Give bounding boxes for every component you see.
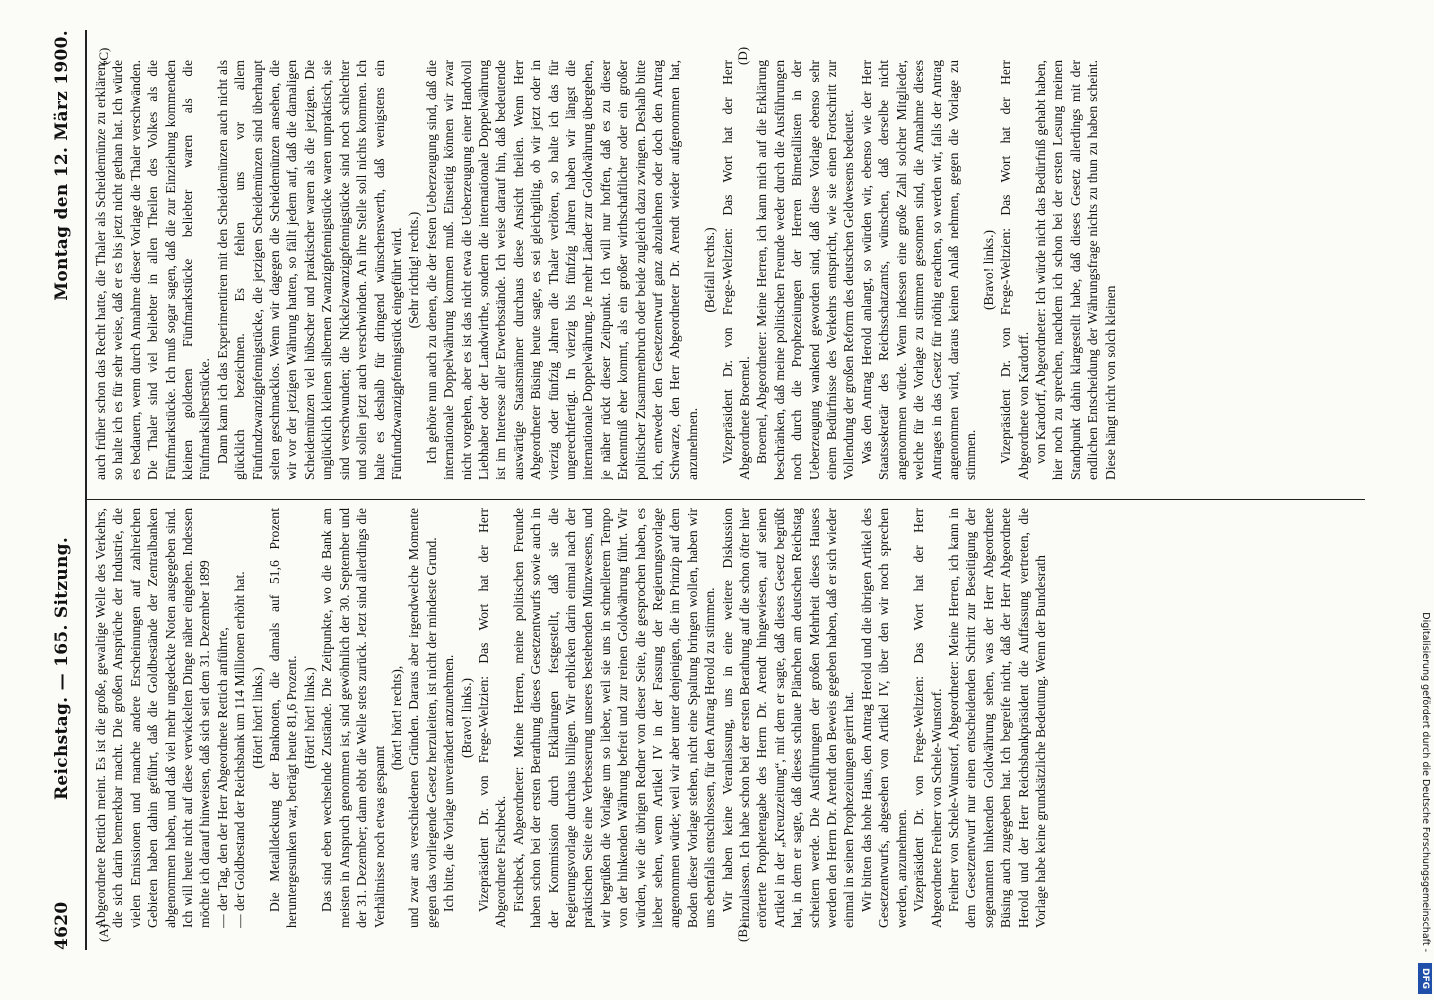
paragraph: Dann kann ich das Experimentiren mit den Scheidemünzen auch nicht als glücklich bezeichnen. Es fehlen uns vor allem Fünfundzwanzigpfennigstücke, die jetzigen Scheidemünzen sind überhaupt selten geschmacklos. Wenn wir dagegen die Scheidemünzen ansehen, die wir vor der jetzigen Währung hatten, so fällt jedem auf, daß die damaligen Scheidemünzen viel hübscher und praktischer waren als die jetzigen. Die unglücklich kleinen silbernen Zwanzigpfennigstücke waren unpraktisch, sie sind verschwunden; die Nickelzwanzigpfennigstücke sind noch schlechter und sollen jetzt auch verschwinden. An ihre Stelle soll nichts kommen. Ich halte es deshalb für dringend wünschenswerth, daß wenigstens ein Fünfundzwanzigpfennigstück eingeführt wird. <box>214 60 404 480</box>
digitization-note <box>1412 0 1434 1000</box>
list-item: — der Tag, den der Herr Abgeordnete Rettich anführte, <box>214 627 230 928</box>
interjection: (Hört! hört! links.) <box>301 667 317 769</box>
paragraph: Was den Antrag Herold anlangt, so würden wir, ebenso wie der Herr Staatssekretär des Reichsschatzamts, wünschen, daß derselbe nicht angenommen würde. Wenn indessen eine große Zahl solcher Mitglieder, welche für die Vorlage zu stimmen gesonnen sind, die Annahme dieses Antrages in das Gesetz für nöthig erachten, so werden wir, falls der Antrag angenommen wird, daraus keinen Anlaß nehmen, gegen die Vorlage zu stimmen. <box>858 60 979 480</box>
sitting-date: Montag den 12. März 1900. <box>52 30 72 301</box>
margin-mark-d: (D) <box>735 46 750 65</box>
digitization-text: Digitalisierung gefördert durch die Deutsche Forschungsgemeinschaft - <box>1420 612 1431 952</box>
speech-paragraph: Fischbeck, Abgeordneter: Meine Herren, meine politischen Freunde haben schon bei der ersten Berathung dieses Gesetzentwurfs sowie auch in der Kommission durch Erklärungen festgestellt, daß sie die Regierungsvorlage durchaus billigen. Wir erblicken darin einmal nach der praktischen Seite eine Verbesserung unseres bestehenden Münzwesens, und wir begrüßen die Vorlage um so lieber, weil sie uns in schnellerem Tempo von der hinkenden Währung befreit und zur reinen Goldwährung führt. Wir würden, wie die übrigen Redner von dieser Seite, die gesprochen haben, es lieber sehen, wenn Artikel IV in der Fassung der Regierungsvorlage angenommen würde; weil wir aber unter denjenigen, die im Prinzip auf dem Boden dieser Vorlage stehen, nicht eine Spaltung bringen wollen, haben wir uns ebenfalls entschlossen, für den Antrag Herold zu stimmen. <box>510 508 718 928</box>
left-column <box>92 508 1357 928</box>
speaker-announcement: Vizepräsident Dr. von Frege-Weltzien: Das Wort hat der Herr Abgeordnete Freiherr von Schele-Wunstorf. <box>911 508 944 928</box>
interjection: (Bravo! links.) <box>458 677 474 759</box>
dfg-logo: DFG <box>1418 963 1432 994</box>
sitting-title: Reichstag. — 165. Sitzung. <box>52 536 72 800</box>
speech-paragraph: von Kardorff, Abgeordneter: Ich würde nicht das Bedürfniß gehabt haben, hier noch zu sprechen, nachdem ich schon bei der ersten Lesung meinen Standpunkt dahin klargestellt habe, daß dieses Gesetz allerdings mit der endlichen Entscheidung der Währungsfrage nichts zu thun zu haben scheint. Diese hängt nicht von solch kleinen <box>1032 60 1118 480</box>
paragraph: Wir haben keine Veranlassung, uns in eine weitere Diskussion einzulassen. Ich habe schon bei der ersten Berathung auf die schon öfter hier erörterte Prophetengabe des Herrn Dr. Arendt hingewiesen, auf seinen Artikel in der „Kreuzzeitung“, mit dem er sagte, daß dieses Gesetz begrüßt hat, in dem er sagte, daß dieses schlaue Plänchen am deutschen Reichstag scheitern werde. Die Ausführungen der großen Mehrheit dieses Hauses werden den Herrn Dr. Arendt den Beweis gegeben haben, daß er sich wieder einmal in seinen Prophezeiungen geirrt hat. <box>719 508 857 928</box>
header-rule <box>85 30 87 950</box>
page-number: 4620 <box>52 901 72 950</box>
page-header <box>52 30 80 950</box>
margin-mark-c: (C) <box>96 47 111 65</box>
paragraph: Ich bitte, die Vorlage unverändert anzunehmen. <box>441 654 457 912</box>
paragraph: Ich gehöre nun auch zu denen, die der festen Ueberzeugung sind, daß die internationale Doppelwährung kommen muß. Einseitig können wir zwar nicht vorgehen, aber es ist das nicht etwa die Ueberzeugung einer Handvoll Liebhaber oder der Landwirthe, sondern die internationale Doppelwährung ist im Interesse aller Erwerbsstände. Ich weise darauf hin, daß bedeutende auswärtige Staatsmänner durchaus diese Ansicht theilen. Wenn Herr Abgeordneter Büsing heute sagte, es sei gleichgiltig, ob wir jetzt oder in vierzig oder fünfzig Jahren die Thaler verlören, so halte ich das für ungerechtfertigt. In vierzig bis fünfzig Jahren haben wir längst die internationale Doppelwährung. Je mehr Länder zur Goldwährung übergehen, je näher rückt dieser Zeitpunkt. Ich will nur hoffen, daß es zu dieser Erkenntniß eher kommt, als ein großer wirthschaftlicher oder ein großer politischer Zusammenbruch oder beide zugleich dazu zwingen. Deshalb bitte ich, entweder den Gesetzentwurf ganz abzulehnen oder doch den Antrag Schwarze, den Herr Abgeordneter Dr. Arendt wieder aufgenommen hat, anzunehmen. <box>423 60 700 480</box>
right-column <box>92 60 1357 480</box>
interjection: (Hört! hört! links.) <box>249 667 265 769</box>
paragraph: Das sind eben wechselnde Zustände. Die Zeitpunkte, wo die Bank am meisten in Anspruch genommen ist, sind gewöhnlich der 30. September und der 31. Dezember; dann ebbt die Welle stets zurück. Jetzt sind allerdings die Verhältnisse noch etwas gespannt <box>319 508 387 928</box>
list <box>214 508 249 928</box>
interjection: (Bravo! links.) <box>980 229 996 311</box>
interjection: (hört! hört! rechts), <box>388 665 404 771</box>
interjection: (Beifall rechts.) <box>702 227 718 313</box>
speech-paragraph: Broemel, Abgeordneter: Meine Herren, ich kann mich auf die Erklärung beschränken, daß meine politischen Freunde weder durch die Ausführungen noch durch die Prophezeiungen der Herren Bimetallisten in der Ueberzeugung wankend geworden sind, daß diese Vorlage ebenso sehr einem Bedürfnisse des Verkehrs entspricht, wie sie einen Fortschritt zur Vollendung der großen Reform des deutschen Geldwesens bedeutet. <box>754 60 857 480</box>
paragraph: Die Metalldeckung der Banknoten, die damals auf 51,6 Prozent heruntergesunken war, beträgt heute 81,6 Prozent. <box>267 508 300 928</box>
paragraph: Abgeordnete Rettich meint. Es ist die große, gewaltige Welle des Verkehrs, die sich darin bemerkbar macht. Die großen Ansprüche der Industrie, die vielen Emissionen und manche andere Erscheinungen auf zahlreichen Gebieten haben dahin geführt, daß die Goldbestände der Zentralbanken abgenommen haben, und daß viel mehr ungedeckte Noten ausgegeben sind. Ich will heute nicht auf diese verwickelten Dinge näher eingehen. Indessen möchte ich darauf hinweisen, daß sich seit dem 31. Dezember 1899 <box>93 508 213 928</box>
speech-paragraph: Freiherr von Schele-Wunstorf, Abgeordneter: Meine Herren, ich kann in dem Gesetzentwurf nur einen entscheidenden Schritt zur Beseitigung der sogenannten hinkenden Goldwährung sehen, was der Herr Abgeordnete Büsing auch zugegeben hat. Ich begreife nicht, daß der Herr Abgeordnete Herold und der Herr Reichsbankpräsident die Auffassung vertreten, die Vorlage habe keine grundsätzliche Bedeutung. Wenn der Bundesrath <box>945 508 1048 928</box>
margin-mark-a: (A) <box>96 923 111 942</box>
speaker-announcement: Vizepräsident Dr. von Frege-Weltzien: Das Wort hat der Herr Abgeordnete von Kardorff. <box>998 60 1031 480</box>
paragraph: und zwar aus verschiedenen Gründen. Daraus aber irgendwelche Momente gegen das vorliegende Gesetz herzuleiten, ist nicht der mindeste Grund. <box>406 508 439 928</box>
interjection: (Sehr richtig! rechts.) <box>406 211 422 329</box>
speaker-announcement: Vizepräsident Dr. von Frege-Weltzien: Das Wort hat der Herr Abgeordnete Broemel. <box>719 60 753 480</box>
speaker-announcement: Vizepräsident Dr. von Frege-Weltzien: Das Wort hat der Herr Abgeordnete Fischbeck. <box>475 508 509 928</box>
column-divider <box>85 499 1365 500</box>
list-item: — der Goldbestand der Reichsbank um 114 Millionen erhöht hat. <box>232 571 248 928</box>
margin-mark-b: (B) <box>735 924 750 942</box>
paragraph: auch früher schon das Recht hatte, die Thaler als Scheidemünze zu erklären, so halte ich es für sehr weise, daß er es bis jetzt nicht gethan hat. Ich würde es bedauern, wenn durch Annahme dieser Vorlage die Thaler verschwänden. Die Thaler sind viel beliebter in allen Theilen des Volkes als die Fünfmarkstücke. Ich muß sogar sagen, daß die zur Einziehung kommenden kleinen goldenen Fünfmarkstücke beliebter waren als die Fünfmarksilberstücke. <box>93 60 213 480</box>
paragraph: Wir bitten das hohe Haus, den Antrag Herold und die übrigen Artikel des Gesetzentwurfs, abgesehen von Artikel IV, über den wir noch sprechen werden, anzunehmen. <box>858 508 909 928</box>
